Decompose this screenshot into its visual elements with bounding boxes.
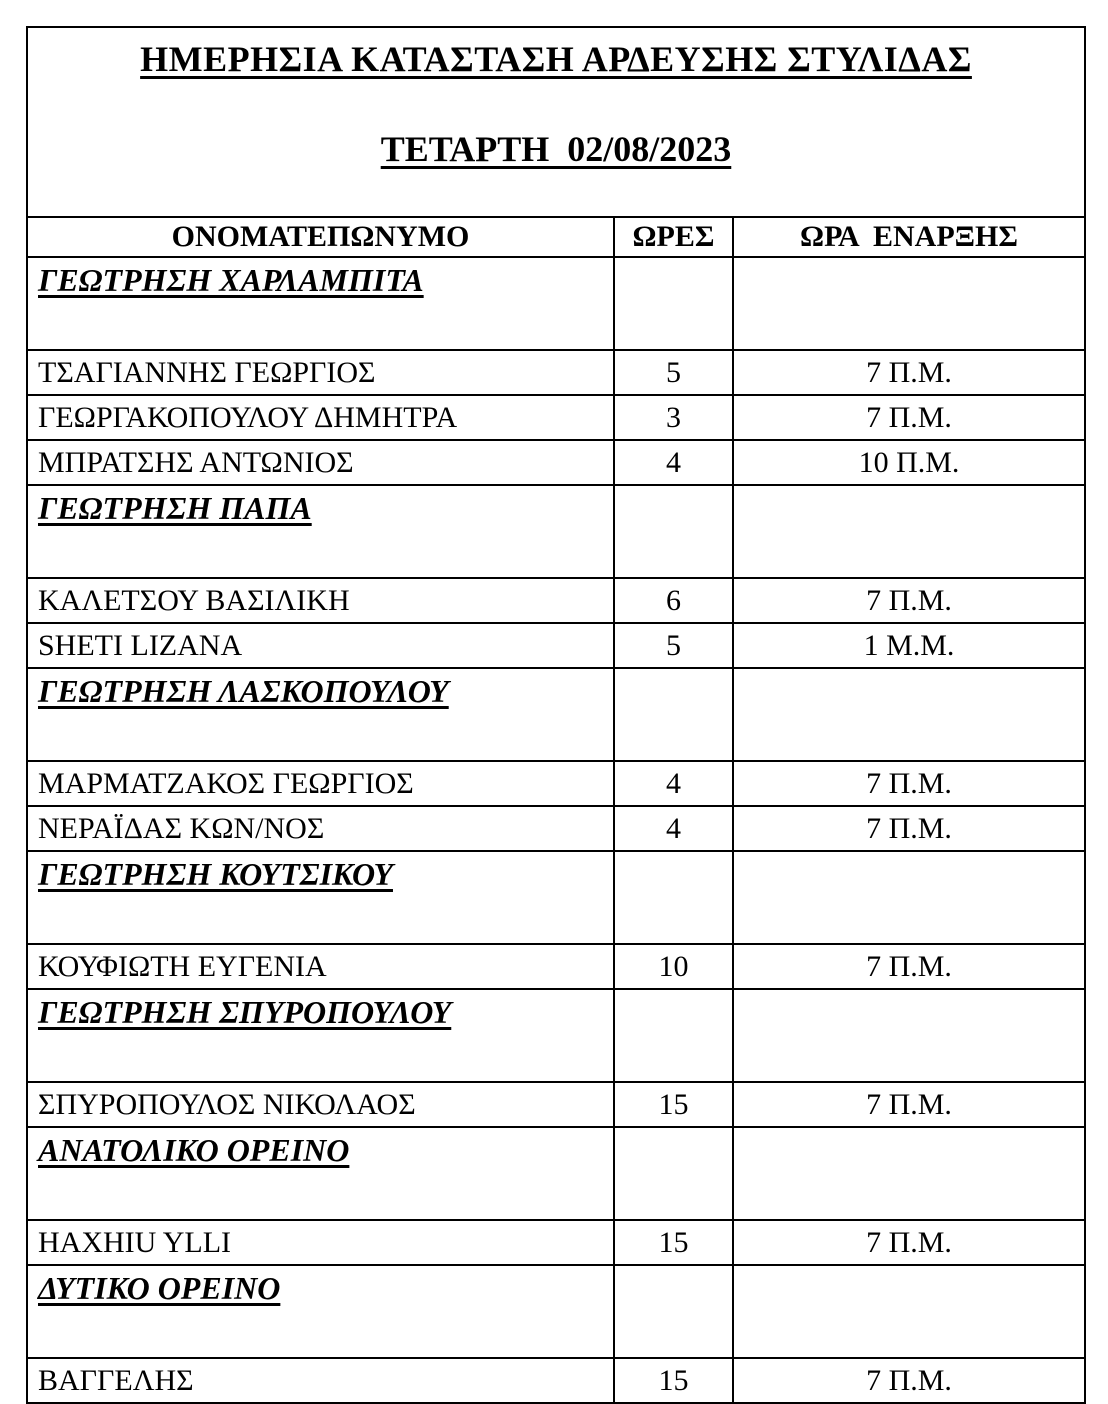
table-row	[28, 761, 1084, 806]
table-row	[28, 1220, 1084, 1265]
section-row	[28, 989, 1084, 1082]
section-start-empty	[733, 668, 1084, 761]
hours-value: 15	[614, 1358, 733, 1402]
document-date: ΤΕΤΑΡΤΗ 02/08/2023	[380, 129, 732, 169]
section-name: ΔΥΤΙΚΟ ΟΡΕΙΝΟ	[28, 1265, 614, 1358]
schedule-table	[28, 218, 1084, 1402]
schedule-table-body	[28, 257, 1084, 1402]
section-start-empty	[733, 851, 1084, 944]
section-start-empty	[733, 989, 1084, 1082]
table-row	[28, 350, 1084, 395]
section-start-empty	[733, 1127, 1084, 1220]
section-name: ΓΕΩΤΡΗΣΗ ΧΑΡΛΑΜΠΙΤΑ	[28, 257, 614, 350]
hours-value: 4	[614, 440, 733, 485]
person-name: ΓΕΩΡΓΑΚΟΠΟΥΛΟΥ ΔΗΜΗΤΡΑ	[28, 395, 614, 440]
section-start-empty	[733, 485, 1084, 578]
section-hours-empty	[614, 851, 733, 944]
section-hours-empty	[614, 485, 733, 578]
start-time-value: 10 Π.Μ.	[733, 440, 1084, 485]
section-name: ΑΝΑΤΟΛΙΚΟ ΟΡΕΙΝΟ	[28, 1127, 614, 1220]
section-hours-empty	[614, 1127, 733, 1220]
hours-value: 15	[614, 1220, 733, 1265]
irrigation-schedule-document	[26, 26, 1086, 1404]
hours-value: 5	[614, 350, 733, 395]
table-row	[28, 944, 1084, 989]
hours-value: 15	[614, 1082, 733, 1127]
column-header-start-time: ΩΡΑ ΕΝΑΡΞΗΣ	[733, 218, 1084, 257]
section-start-empty	[733, 257, 1084, 350]
person-name: ΚΟΥΦΙΩΤΗ ΕΥΓΕΝΙΑ	[28, 944, 614, 989]
table-header-row	[28, 218, 1084, 257]
document-header	[28, 28, 1084, 218]
table-row	[28, 623, 1084, 668]
section-hours-empty	[614, 257, 733, 350]
section-row	[28, 485, 1084, 578]
section-row	[28, 257, 1084, 350]
table-row	[28, 1358, 1084, 1402]
start-time-value: 7 Π.Μ.	[733, 1220, 1084, 1265]
section-name: ΓΕΩΤΡΗΣΗ ΚΟΥΤΣΙΚΟΥ	[28, 851, 614, 944]
column-header-name: ΟΝΟΜΑΤΕΠΩΝΥΜΟ	[171, 220, 470, 253]
person-name: ΝΕΡΑΪΔΑΣ ΚΩΝ/ΝΟΣ	[28, 806, 614, 851]
start-time-value: 7 Π.Μ.	[733, 395, 1084, 440]
start-time-value: 7 Π.Μ.	[733, 761, 1084, 806]
table-row	[28, 1082, 1084, 1127]
hours-value: 4	[614, 761, 733, 806]
section-row	[28, 851, 1084, 944]
section-name: ΓΕΩΤΡΗΣΗ ΠΑΠΑ	[28, 485, 614, 578]
table-row	[28, 578, 1084, 623]
section-hours-empty	[614, 1265, 733, 1358]
hours-value: 4	[614, 806, 733, 851]
start-time-value: 7 Π.Μ.	[733, 1082, 1084, 1127]
person-name: ΣΠΥΡΟΠΟΥΛΟΣ ΝΙΚΟΛΑΟΣ	[28, 1082, 614, 1127]
start-time-value: 7 Π.Μ.	[733, 806, 1084, 851]
hours-value: 3	[614, 395, 733, 440]
section-hours-empty	[614, 989, 733, 1082]
hours-value: 10	[614, 944, 733, 989]
start-time-value: 7 Π.Μ.	[733, 944, 1084, 989]
person-name: ΜΑΡΜΑΤΖΑΚΟΣ ΓΕΩΡΓΙΟΣ	[28, 761, 614, 806]
start-time-value: 1 Μ.Μ.	[733, 623, 1084, 668]
section-row	[28, 1265, 1084, 1358]
section-hours-empty	[614, 668, 733, 761]
start-time-value: 7 Π.Μ.	[733, 1358, 1084, 1402]
section-start-empty	[733, 1265, 1084, 1358]
table-row	[28, 806, 1084, 851]
document-title: ΗΜΕΡΗΣΙΑ ΚΑΤΑΣΤΑΣΗ ΑΡΔΕΥΣΗΣ ΣΤΥΛΙΔΑΣ	[140, 39, 972, 79]
column-header-hours: ΩΡΕΣ	[614, 218, 733, 257]
section-row	[28, 668, 1084, 761]
table-row	[28, 395, 1084, 440]
person-name: ΚΑΛΕΤΣΟΥ ΒΑΣΙΛΙΚΗ	[28, 578, 614, 623]
hours-value: 6	[614, 578, 733, 623]
table-row	[28, 440, 1084, 485]
person-name: ΜΠΡΑΤΣΗΣ ΑΝΤΩΝΙΟΣ	[28, 440, 614, 485]
person-name: ΤΣΑΓΙΑΝΝΗΣ ΓΕΩΡΓΙΟΣ	[28, 350, 614, 395]
start-time-value: 7 Π.Μ.	[733, 350, 1084, 395]
start-time-value: 7 Π.Μ.	[733, 578, 1084, 623]
hours-value: 5	[614, 623, 733, 668]
section-name: ΓΕΩΤΡΗΣΗ ΣΠΥΡΟΠΟΥΛΟΥ	[28, 989, 614, 1082]
person-name: HAXHIU YLLI	[28, 1220, 614, 1265]
person-name: SHETI LIZANA	[28, 623, 614, 668]
section-row	[28, 1127, 1084, 1220]
person-name: ΒΑΓΓΕΛΗΣ	[28, 1358, 614, 1402]
section-name: ΓΕΩΤΡΗΣΗ ΛΑΣΚΟΠΟΥΛΟΥ	[28, 668, 614, 761]
